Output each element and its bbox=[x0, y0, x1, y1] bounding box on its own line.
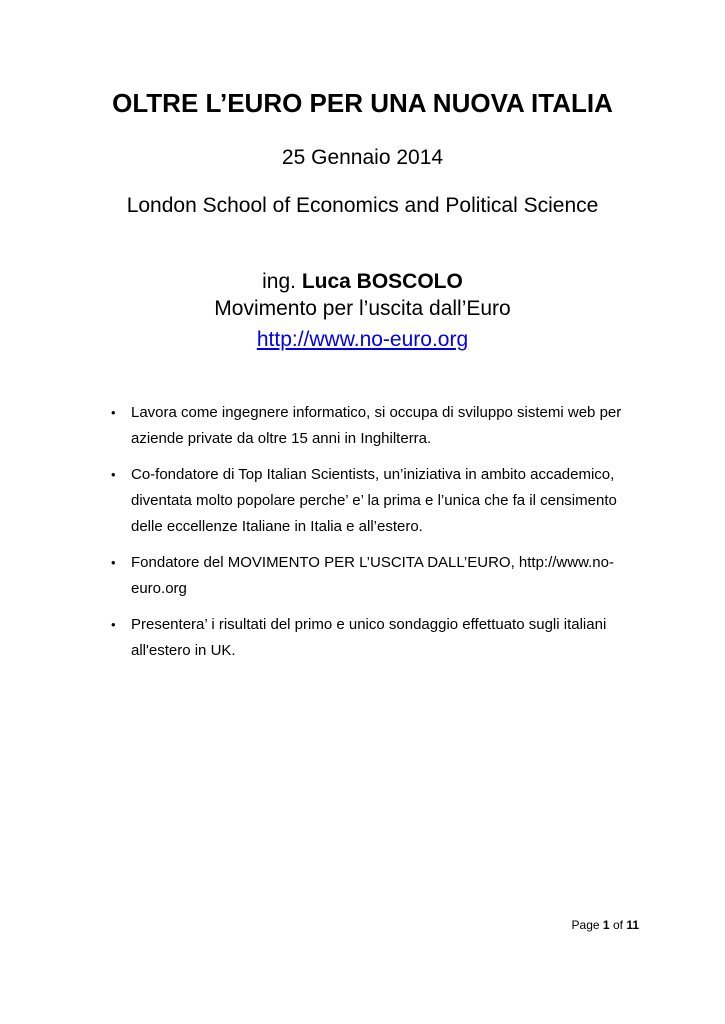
list-item bbox=[111, 550, 651, 602]
event-date: 25 Gennaio 2014 bbox=[281, 146, 444, 169]
footer-total-pages: 11 bbox=[626, 918, 639, 932]
speaker-name: Luca BOSCOLO bbox=[301, 270, 463, 293]
bullet-icon: • bbox=[111, 617, 116, 632]
event-venue: London School of Economics and Political Science bbox=[126, 194, 599, 217]
speaker-url-line bbox=[0, 328, 725, 352]
bullet-icon: • bbox=[111, 555, 116, 570]
bullet-icon: • bbox=[111, 405, 116, 420]
bullet-text: Fondatore del MOVIMENTO PER L’USCITA DALL’EURO, http://www.no-euro.org bbox=[131, 554, 614, 597]
footer-page-number: 1 bbox=[602, 918, 610, 932]
list-item bbox=[111, 612, 651, 664]
bullet-icon: • bbox=[111, 467, 116, 482]
list-item bbox=[111, 400, 651, 452]
speaker-url-link[interactable]: http://www.no-euro.org bbox=[256, 328, 469, 351]
speaker-organization: Movimento per l’uscita dall’Euro bbox=[214, 297, 511, 320]
list-item bbox=[111, 462, 651, 540]
page-title: OLTRE L’EURO PER UNA NUOVA ITALIA bbox=[112, 88, 613, 118]
bullet-text: Presentera’ i risultati del primo e unico sondaggio effettuato sugli italiani all'estero in UK. bbox=[131, 616, 607, 659]
speaker-line bbox=[0, 270, 725, 294]
footer-of-label: of bbox=[612, 918, 623, 932]
bullet-text: Lavora come ingegnere informatico, si occupa di sviluppo sistemi web per aziende private da oltre 15 anni in Inghilterra. bbox=[131, 404, 622, 447]
speaker-prefix: ing. bbox=[262, 270, 296, 293]
footer-page-label: Page bbox=[571, 918, 600, 932]
bio-bullet-list bbox=[111, 400, 651, 674]
page-footer bbox=[572, 918, 639, 932]
bullet-text: Co-fondatore di Top Italian Scientists, un’iniziativa in ambito accademico, diventata molto popolare perche’ e’ la prima e l’unica che fa il censimento delle eccellenze Italiane in Italia e all’estero. bbox=[131, 466, 617, 535]
